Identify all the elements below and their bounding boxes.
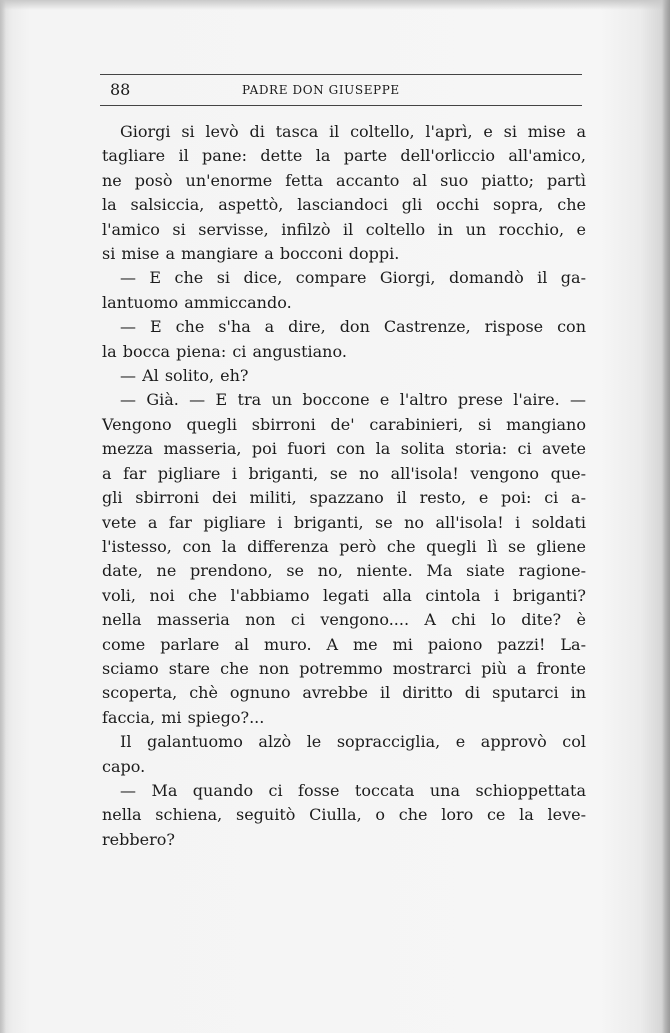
text-line: tagliare il pane: dette la parte dell'orliccio all'amico, bbox=[102, 146, 586, 166]
text-line: la bocca piena: ci angustiano. bbox=[102, 341, 347, 361]
text-line: a far pigliare i briganti, se no all'isola! vengono que- bbox=[102, 463, 586, 483]
text-line: rebbero? bbox=[102, 829, 175, 849]
page-header bbox=[100, 74, 582, 106]
text-line: gli sbirroni dei militi, spazzano il resto, e poi: ci a- bbox=[102, 488, 586, 508]
text-line: — Già. — E tra un boccone e l'altro prese l'aire. — bbox=[120, 390, 586, 410]
text-line: capo. bbox=[102, 756, 146, 776]
page-top-shadow bbox=[0, 0, 670, 10]
text-line: — E che si dice, compare Giorgi, domandò il ga- bbox=[120, 268, 586, 288]
text-line: sciamo stare che non potremmo mostrarci più a fronte bbox=[102, 658, 586, 678]
text-line: Il galantuomo alzò le sopracciglia, e approvò col bbox=[120, 732, 586, 752]
page-left-edge bbox=[0, 0, 6, 1033]
text-line: vete a far pigliare i briganti, se no all'isola! i soldati bbox=[102, 512, 586, 532]
text-line: faccia, mi spiego?... bbox=[102, 707, 265, 727]
text-line: l'amico si servisse, infilzò il coltello in un rocchio, e bbox=[102, 219, 586, 239]
text-line: Vengono quegli sbirroni de' carabinieri, si mangiano bbox=[102, 414, 586, 434]
text-line: — E che s'ha a dire, don Castrenze, rispose con bbox=[120, 317, 586, 337]
text-line: si mise a mangiare a bocconi doppi. bbox=[102, 244, 400, 264]
page-number: 88 bbox=[110, 80, 131, 99]
text-line: — Al solito, eh? bbox=[120, 366, 249, 386]
text-line: ne posò un'enorme fetta accanto al suo piatto; partì bbox=[102, 170, 586, 190]
text-line: l'istesso, con la differenza però che quegli lì se gliene bbox=[102, 536, 586, 556]
text-line: — Ma quando ci fosse toccata una schioppettata bbox=[120, 780, 586, 800]
body-text bbox=[102, 120, 586, 852]
text-line: date, ne prendono, se no, niente. Ma siate ragione- bbox=[102, 561, 586, 581]
text-line: nella masseria non ci vengono.... A chi lo dite? è bbox=[102, 610, 586, 630]
text-line: nella schiena, seguitò Ciulla, o che loro ce la leve- bbox=[102, 805, 586, 825]
running-title: PADRE DON GIUSEPPE bbox=[242, 83, 400, 97]
text-line: voli, noi che l'abbiamo legati alla cintola i briganti? bbox=[102, 585, 586, 605]
text-line: lantuomo ammiccando. bbox=[102, 292, 292, 312]
text-line: mezza masseria, poi fuori con la solita storia: ci avete bbox=[102, 439, 586, 459]
text-line: scoperta, chè ognuno avrebbe il diritto di sputarci in bbox=[102, 683, 586, 703]
text-line: Giorgi si levò di tasca il coltello, l'aprì, e si mise a bbox=[120, 122, 586, 141]
text-line: la salsiccia, aspettò, lasciandoci gli occhi sopra, che bbox=[102, 195, 586, 215]
page-right-edge bbox=[662, 0, 670, 1033]
text-line: come parlare al muro. A me mi paiono pazzi! La- bbox=[102, 634, 586, 654]
